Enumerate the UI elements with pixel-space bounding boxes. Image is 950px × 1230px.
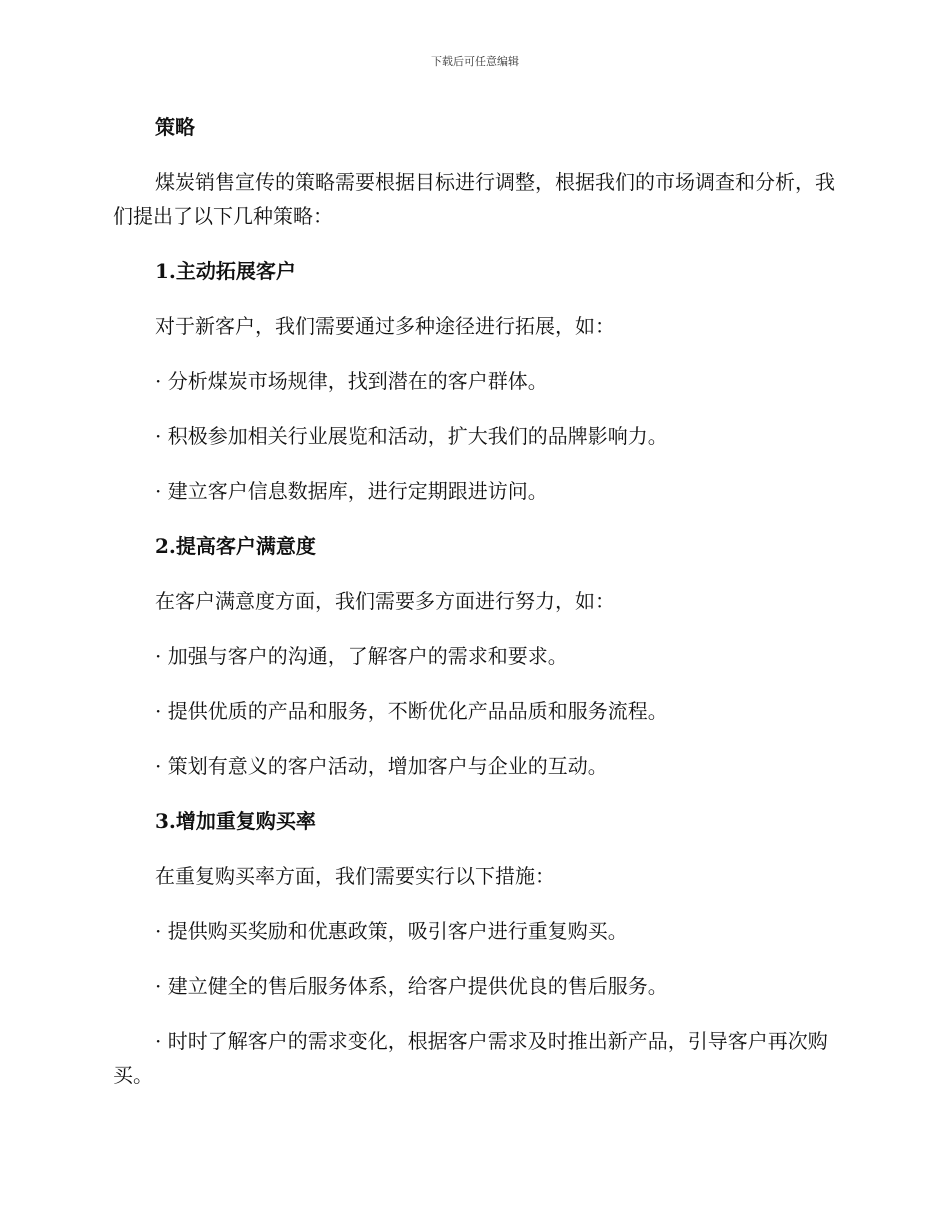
bullet-item: · 建立健全的售后服务体系，给客户提供优良的售后服务。: [155, 974, 668, 998]
section-lead: 对于新客户，我们需要通过多种途径进行拓展，如：: [155, 314, 615, 338]
section-2: [113, 529, 837, 783]
section-lead: 在重复购买率方面，我们需要实行以下措施：: [155, 864, 555, 888]
intro-paragraph: 煤炭销售宣传的策略需要根据目标进行调整，根据我们的市场调查和分析，我们提出了以下几种策略：: [113, 170, 835, 228]
section-1: [113, 254, 837, 508]
bullet-item: · 积极参加相关行业展览和活动，扩大我们的品牌影响力。: [155, 424, 668, 448]
bullet-item: · 提供购买奖励和优惠政策，吸引客户进行重复购买。: [155, 919, 628, 943]
section-3: [113, 804, 837, 1092]
document-title: 策略: [155, 115, 195, 139]
bullet-item: · 加强与客户的沟通，了解客户的需求和要求。: [155, 644, 568, 668]
bullet-item: · 时时了解客户的需求变化，根据客户需求及时推出新产品，引导客户再次购买。: [113, 1029, 828, 1087]
page-header-note: 下载后可任意编辑: [431, 55, 519, 68]
bullet-item: · 分析煤炭市场规律，找到潜在的客户群体。: [155, 369, 548, 393]
bullet-item: · 策划有意义的客户活动，增加客户与企业的互动。: [155, 754, 608, 778]
bullet-item: · 提供优质的产品和服务，不断优化产品品质和服务流程。: [155, 699, 668, 723]
section-heading: 3.增加重复购买率: [155, 809, 316, 833]
section-heading: 1.主动拓展客户: [155, 259, 296, 283]
document-body: [113, 110, 837, 1113]
section-lead: 在客户满意度方面，我们需要多方面进行努力，如：: [155, 589, 615, 613]
bullet-item: · 建立客户信息数据库，进行定期跟进访问。: [155, 479, 548, 503]
section-heading: 2.提高客户满意度: [155, 534, 316, 558]
